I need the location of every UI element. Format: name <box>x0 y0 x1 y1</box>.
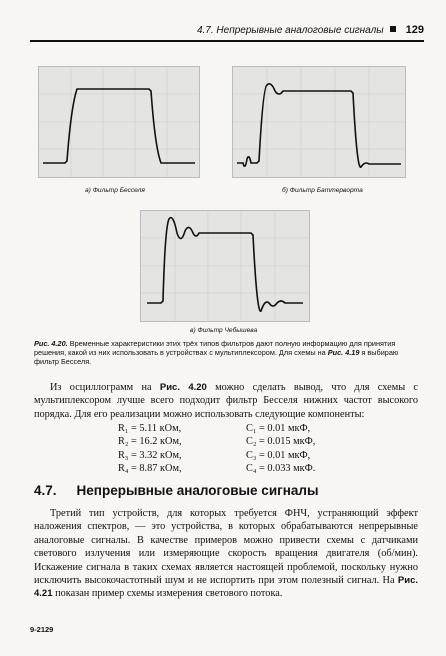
section-number: 4.7. <box>34 483 57 498</box>
para2-ref: Рис. 4.21 <box>34 575 418 600</box>
components-table <box>118 422 338 476</box>
component-row <box>118 449 338 462</box>
figure-caption-tail: я выбираю фильтр Бесселя. <box>34 348 399 367</box>
resistor-value: R₄ = 8.87 кОм, <box>118 463 182 475</box>
running-header <box>30 22 424 42</box>
capacitor-value: C₃ = 0.01 мкФ, <box>246 449 311 461</box>
component-row <box>118 422 338 435</box>
component-row <box>118 435 338 448</box>
oscillogram-bessel <box>38 66 200 178</box>
capacitor-value: C₁ = 0.01 мкФ, <box>246 423 311 434</box>
page-number: 129 <box>405 24 424 36</box>
chapter-title: 4.7. Непрерывные аналоговые сигналы <box>196 25 384 36</box>
oscillogram-chebyshev <box>140 210 310 322</box>
para1-ref: Рис. 4.20 <box>159 382 207 393</box>
capacitor-value: C₂ = 0.015 мкФ, <box>246 436 316 448</box>
signature-mark: 9-2129 <box>30 625 54 634</box>
capacitor-value: C₄ = 0.033 мкФ. <box>246 463 316 475</box>
caption-chebyshev: в) Фильтр Чебышева <box>190 327 258 334</box>
figure-caption-text: Временные характеристики этих трёх типов фильтров дают полную информацию для принятия решения, какой из них использовать в устройствах с мультиплексором. Для схемы на <box>34 339 396 358</box>
resistor-value: R₃ = 3.32 кОм, <box>118 449 182 461</box>
caption-bessel: а) Фильтр Бесселя <box>85 187 145 194</box>
para2-tail: показан пример схемы измерения светового потока. <box>55 588 283 600</box>
figure-caption-ref: Рис. 4.19 <box>327 348 360 358</box>
component-row <box>118 462 338 475</box>
oscillogram-butterworth <box>232 66 406 178</box>
resistor-value: R₁ = 5.11 кОм, <box>118 423 182 434</box>
resistor-value: R₂ = 16.2 кОм, <box>118 436 182 448</box>
section-heading <box>34 483 319 498</box>
paragraph-1 <box>34 381 418 421</box>
square-bullet-icon <box>390 26 396 32</box>
para1-rest: можно сделать вывод, что для схемы с мультиплексором лучше всего подходит фильтр Бесселя нижних частот высокого порядка. Для его реализации можно использовать следующие компоненты: <box>34 382 418 420</box>
para1-start: Из осциллограмм на <box>50 382 152 393</box>
para2-text: Третий тип устройств, для которых требуется ФНЧ, устраняющий эффект наложения спектров, — это устройства, в которых обрабатываются непрерывные аналоговые сигналы. В качестве примеров можно привести схемы с датчиками светового излучения или измеряющие скорость вращения двигателя (об/мин). Искажение сигнала в таких схемах является настоящей проблемой, поскольку нужно исключить высокочастотный шум и не испортить при этом полезный сигнал. На <box>34 508 418 587</box>
caption-butterworth: б) Фильтр Баттерворта <box>282 187 363 194</box>
section-title: Непрерывные аналоговые сигналы <box>76 483 319 498</box>
figure-label: Рис. 4.20. <box>34 339 68 348</box>
figure-caption <box>34 339 416 367</box>
paragraph-2 <box>34 507 418 601</box>
